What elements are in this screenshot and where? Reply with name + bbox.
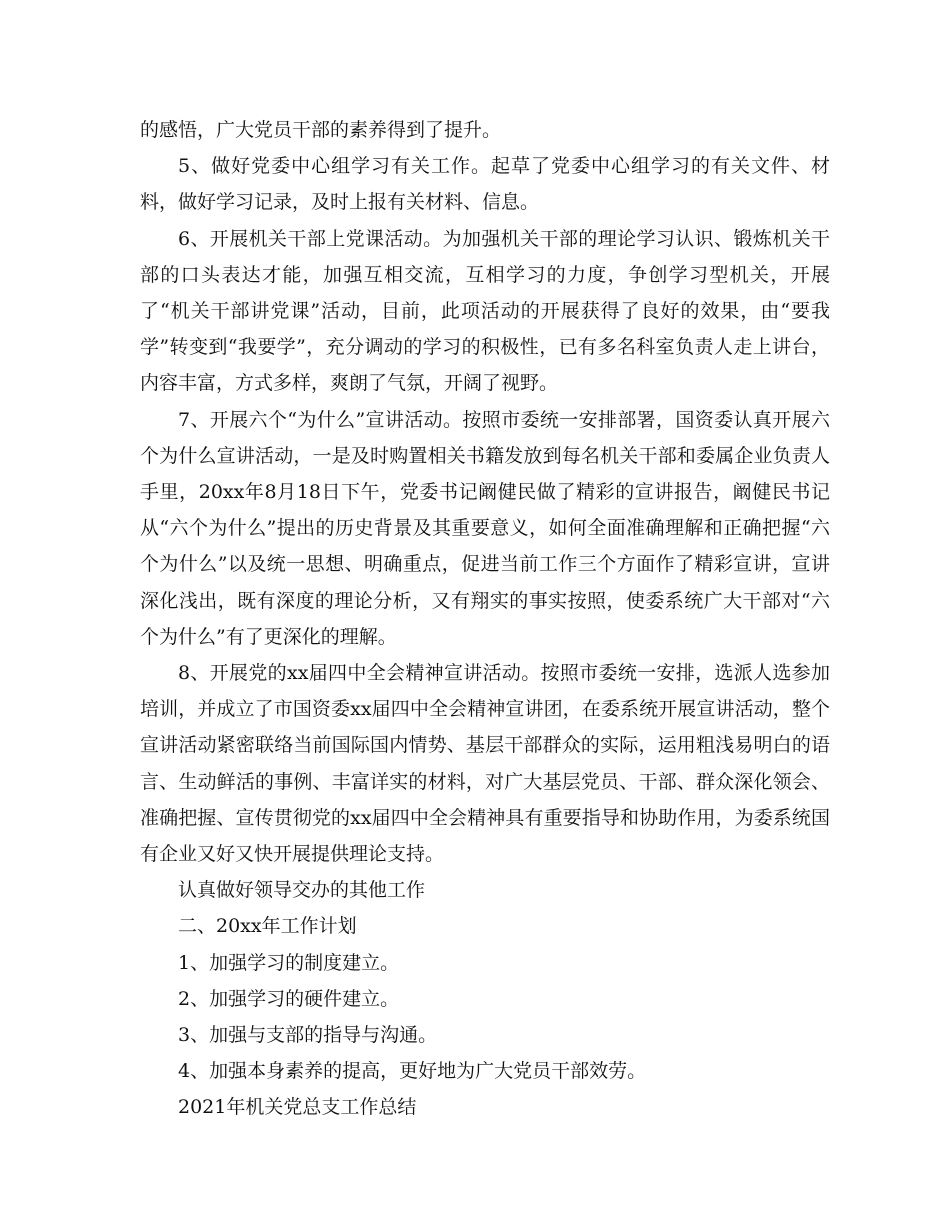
document-page	[140, 112, 830, 1126]
line-other-work: 认真做好领导交办的其他工作	[178, 879, 426, 902]
paragraph-item-7: 7、开展六个“为什么”宣讲活动。按照市委统一安排部署，国资委认真开展六个为什么宣讲活动，一是及时购置相关书籍发放到每名机关干部和委属企业负责人手里，20xx年8月18日下午，党委书记阚健民做了精彩的宣讲报告，阚健民书记从“六个为什么”提出的历史背景及其重要意义，如何全面准确理解和正确把握“六个为什么”以及统一思想、明确重点，促进当前工作三个方面作了精彩宣讲，宣讲深化浅出，既有深度的理论分析，又有翔实的事实按照，使委系统广大干部对“六个为什么”有了更深化的理解。	[140, 408, 830, 648]
plan-item-4: 4、加强本身素养的提高，更好地为广大党员干部效劳。	[178, 1060, 647, 1083]
paragraph-continuation: 的感悟，广大党员干部的素养得到了提升。	[140, 119, 502, 141]
paragraph-item-8: 8、开展党的xx届四中全会精神宣讲活动。按照市委统一安排，选派人选参加培训，并成立了市国资委xx届四中全会精神宣讲团，在委系统开展宣讲活动，整个宣讲活动紧密联络当前国际国内情势、基层干部群众的实际，运用粗浅易明白的语言、生动鲜活的事例、丰富详实的材料，对广大基层党员、干部、群众深化领会、准确把握、宣传贯彻党的xx届四中全会精神具有重要指导和协助作用，为委系统国有企业又好又快开展提供理论支持。	[140, 662, 830, 866]
section-heading-work-plan: 二、20xx年工作计划	[178, 915, 357, 938]
document-title-next: 2021年机关党总支工作总结	[178, 1096, 417, 1119]
plan-item-2: 2、加强学习的硬件建立。	[178, 987, 400, 1010]
plan-item-1: 1、加强学习的制度建立。	[178, 951, 400, 974]
paragraph-item-6: 6、开展机关干部上党课活动。为加强机关干部的理论学习认识、锻炼机关干部的口头表达才能，加强互相交流，互相学习的力度，争创学习型机关，开展了“机关干部讲党课”活动，目前，此项活动的开展获得了良好的效果，由“要我学”转变到“我要学”，充分调动的学习的积极性，已有多名科室负责人走上讲台，内容丰富，方式多样，爽朗了气氛，开阔了视野。	[140, 227, 830, 395]
paragraph-item-5: 5、做好党委中心组学习有关工作。起草了党委中心组学习的有关文件、材料，做好学习记录，及时上报有关材料、信息。	[140, 155, 830, 214]
plan-item-3: 3、加强与支部的指导与沟通。	[178, 1024, 438, 1047]
